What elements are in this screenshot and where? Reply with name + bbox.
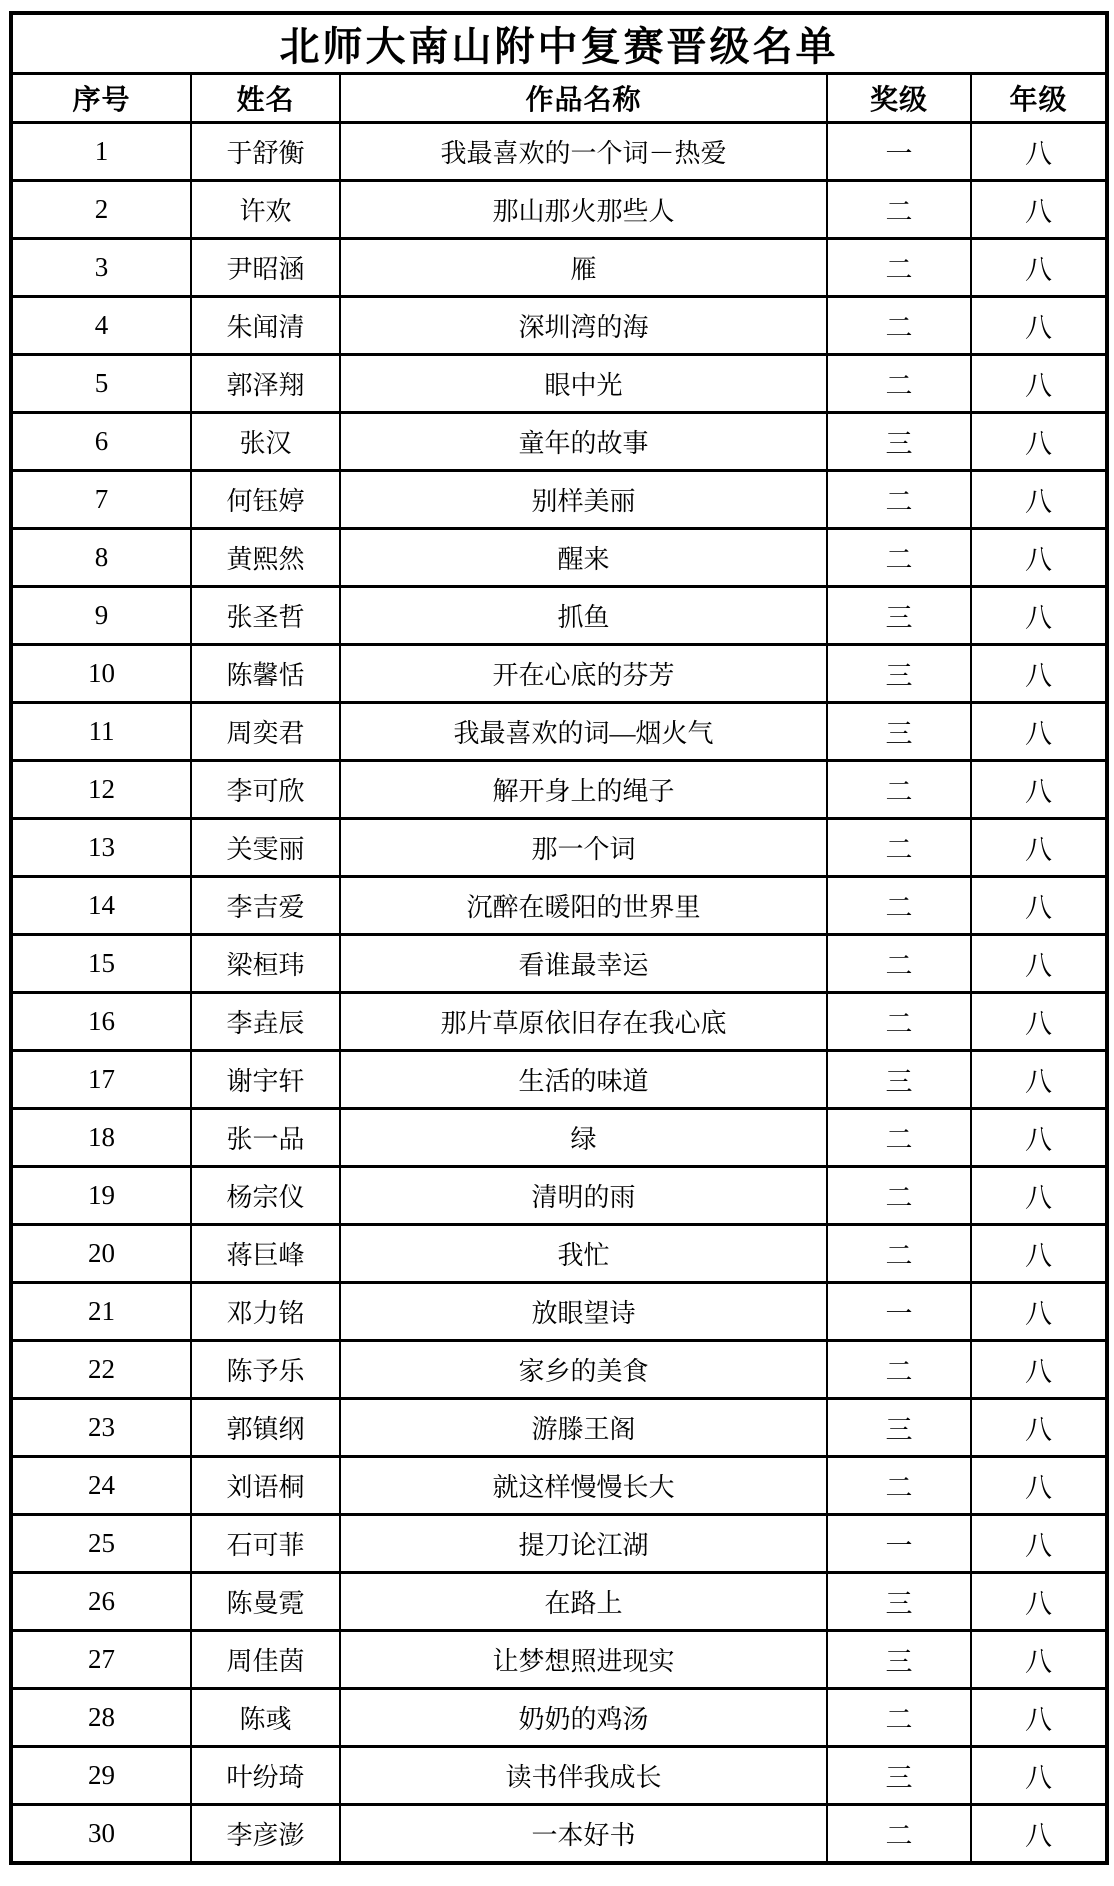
cell-grade: 八 <box>971 1747 1107 1805</box>
cell-name: 朱闻清 <box>191 297 340 355</box>
cell-award: 三 <box>827 1747 971 1805</box>
cell-name: 何钰婷 <box>191 471 340 529</box>
cell-no: 22 <box>11 1341 191 1399</box>
table-row <box>11 1167 1107 1225</box>
table-title: 北师大南山附中复赛晋级名单 <box>11 13 1107 74</box>
cell-name: 梁桓玮 <box>191 935 340 993</box>
table-row <box>11 181 1107 239</box>
cell-no: 30 <box>11 1805 191 1864</box>
cell-grade: 八 <box>971 1341 1107 1399</box>
cell-award: 二 <box>827 1225 971 1283</box>
cell-work: 让梦想照进现实 <box>340 1631 827 1689</box>
cell-name: 李吉爱 <box>191 877 340 935</box>
cell-no: 16 <box>11 993 191 1051</box>
cell-grade: 八 <box>971 1283 1107 1341</box>
cell-grade: 八 <box>971 1457 1107 1515</box>
cell-name: 尹昭涵 <box>191 239 340 297</box>
cell-work: 读书伴我成长 <box>340 1747 827 1805</box>
cell-work: 抓鱼 <box>340 587 827 645</box>
column-header-work-title: 作品名称 <box>340 74 827 123</box>
cell-no: 20 <box>11 1225 191 1283</box>
cell-award: 一 <box>827 123 971 181</box>
cell-name: 陈曼霓 <box>191 1573 340 1631</box>
cell-no: 10 <box>11 645 191 703</box>
column-header-serial: 序号 <box>11 74 191 123</box>
cell-name: 周奕君 <box>191 703 340 761</box>
cell-work: 提刀论江湖 <box>340 1515 827 1573</box>
cell-work: 开在心底的芬芳 <box>340 645 827 703</box>
cell-award: 二 <box>827 1341 971 1399</box>
cell-name: 张圣哲 <box>191 587 340 645</box>
cell-award: 一 <box>827 1515 971 1573</box>
cell-no: 18 <box>11 1109 191 1167</box>
cell-grade: 八 <box>971 1573 1107 1631</box>
cell-work: 别样美丽 <box>340 471 827 529</box>
table-row <box>11 1283 1107 1341</box>
cell-award: 二 <box>827 935 971 993</box>
cell-name: 黄熙然 <box>191 529 340 587</box>
cell-work: 家乡的美食 <box>340 1341 827 1399</box>
table-row <box>11 413 1107 471</box>
table-row <box>11 1689 1107 1747</box>
cell-no: 6 <box>11 413 191 471</box>
table-row <box>11 1109 1107 1167</box>
cell-no: 13 <box>11 819 191 877</box>
column-header-award-level: 奖级 <box>827 74 971 123</box>
cell-award: 二 <box>827 181 971 239</box>
cell-grade: 八 <box>971 239 1107 297</box>
table-row <box>11 297 1107 355</box>
cell-name: 关雯丽 <box>191 819 340 877</box>
cell-award: 三 <box>827 645 971 703</box>
cell-grade: 八 <box>971 297 1107 355</box>
cell-work: 眼中光 <box>340 355 827 413</box>
table-header-row <box>11 74 1107 123</box>
table-row <box>11 761 1107 819</box>
cell-no: 8 <box>11 529 191 587</box>
cell-award: 二 <box>827 239 971 297</box>
cell-name: 于舒衡 <box>191 123 340 181</box>
cell-name: 周佳茵 <box>191 1631 340 1689</box>
cell-award: 二 <box>827 1689 971 1747</box>
cell-work: 那一个词 <box>340 819 827 877</box>
cell-grade: 八 <box>971 703 1107 761</box>
cell-grade: 八 <box>971 1225 1107 1283</box>
cell-name: 谢宇轩 <box>191 1051 340 1109</box>
cell-grade: 八 <box>971 1805 1107 1864</box>
cell-work: 那山那火那些人 <box>340 181 827 239</box>
cell-work: 生活的味道 <box>340 1051 827 1109</box>
cell-award: 二 <box>827 1167 971 1225</box>
table-body <box>11 123 1107 1864</box>
table-row <box>11 239 1107 297</box>
cell-name: 刘语桐 <box>191 1457 340 1515</box>
cell-name: 陈予乐 <box>191 1341 340 1399</box>
column-header-name: 姓名 <box>191 74 340 123</box>
cell-work: 解开身上的绳子 <box>340 761 827 819</box>
column-header-grade: 年级 <box>971 74 1107 123</box>
cell-grade: 八 <box>971 181 1107 239</box>
table-row <box>11 1341 1107 1399</box>
table-row <box>11 1399 1107 1457</box>
cell-no: 25 <box>11 1515 191 1573</box>
cell-award: 二 <box>827 1109 971 1167</box>
cell-work: 放眼望诗 <box>340 1283 827 1341</box>
cell-award: 三 <box>827 703 971 761</box>
table-row <box>11 587 1107 645</box>
cell-grade: 八 <box>971 819 1107 877</box>
cell-no: 28 <box>11 1689 191 1747</box>
cell-work: 就这样慢慢长大 <box>340 1457 827 1515</box>
cell-name: 叶纷琦 <box>191 1747 340 1805</box>
cell-grade: 八 <box>971 123 1107 181</box>
cell-no: 21 <box>11 1283 191 1341</box>
cell-no: 1 <box>11 123 191 181</box>
cell-no: 26 <box>11 1573 191 1631</box>
cell-award: 二 <box>827 761 971 819</box>
cell-name: 郭镇纲 <box>191 1399 340 1457</box>
cell-work: 在路上 <box>340 1573 827 1631</box>
table-row <box>11 355 1107 413</box>
cell-no: 3 <box>11 239 191 297</box>
table-row <box>11 1225 1107 1283</box>
cell-work: 游滕王阁 <box>340 1399 827 1457</box>
table-row <box>11 1573 1107 1631</box>
cell-award: 三 <box>827 587 971 645</box>
table-row <box>11 935 1107 993</box>
table-row <box>11 703 1107 761</box>
cell-no: 29 <box>11 1747 191 1805</box>
cell-name: 石可菲 <box>191 1515 340 1573</box>
table-row <box>11 1051 1107 1109</box>
cell-no: 7 <box>11 471 191 529</box>
cell-grade: 八 <box>971 877 1107 935</box>
cell-name: 陈彧 <box>191 1689 340 1747</box>
cell-award: 二 <box>827 819 971 877</box>
cell-no: 17 <box>11 1051 191 1109</box>
cell-grade: 八 <box>971 471 1107 529</box>
cell-grade: 八 <box>971 1109 1107 1167</box>
table-row <box>11 877 1107 935</box>
cell-grade: 八 <box>971 529 1107 587</box>
cell-grade: 八 <box>971 1399 1107 1457</box>
cell-name: 陈馨恬 <box>191 645 340 703</box>
cell-name: 张汉 <box>191 413 340 471</box>
cell-work: 一本好书 <box>340 1805 827 1864</box>
cell-award: 二 <box>827 1457 971 1515</box>
cell-grade: 八 <box>971 761 1107 819</box>
cell-name: 郭泽翔 <box>191 355 340 413</box>
cell-no: 14 <box>11 877 191 935</box>
cell-name: 蒋巨峰 <box>191 1225 340 1283</box>
cell-no: 5 <box>11 355 191 413</box>
cell-work: 清明的雨 <box>340 1167 827 1225</box>
cell-no: 9 <box>11 587 191 645</box>
cell-no: 11 <box>11 703 191 761</box>
cell-work: 那片草原依旧存在我心底 <box>340 993 827 1051</box>
cell-award: 三 <box>827 1399 971 1457</box>
cell-grade: 八 <box>971 1051 1107 1109</box>
cell-name: 张一品 <box>191 1109 340 1167</box>
cell-grade: 八 <box>971 1689 1107 1747</box>
cell-award: 三 <box>827 1051 971 1109</box>
cell-name: 杨宗仪 <box>191 1167 340 1225</box>
table-row <box>11 1515 1107 1573</box>
cell-award: 二 <box>827 471 971 529</box>
cell-work: 童年的故事 <box>340 413 827 471</box>
cell-name: 李垚辰 <box>191 993 340 1051</box>
table-row <box>11 1747 1107 1805</box>
cell-grade: 八 <box>971 1515 1107 1573</box>
cell-award: 二 <box>827 877 971 935</box>
cell-no: 12 <box>11 761 191 819</box>
cell-award: 二 <box>827 1805 971 1864</box>
cell-award: 二 <box>827 297 971 355</box>
title-row <box>11 13 1107 74</box>
table-row <box>11 1457 1107 1515</box>
promotion-roster-table <box>9 11 1109 1865</box>
cell-work: 我最喜欢的一个词－热爱 <box>340 123 827 181</box>
cell-work: 醒来 <box>340 529 827 587</box>
table-row <box>11 123 1107 181</box>
cell-grade: 八 <box>971 587 1107 645</box>
cell-no: 4 <box>11 297 191 355</box>
cell-work: 绿 <box>340 1109 827 1167</box>
cell-work: 我最喜欢的词—烟火气 <box>340 703 827 761</box>
cell-no: 27 <box>11 1631 191 1689</box>
cell-name: 李彦澎 <box>191 1805 340 1864</box>
cell-name: 许欢 <box>191 181 340 239</box>
cell-work: 看谁最幸运 <box>340 935 827 993</box>
cell-grade: 八 <box>971 645 1107 703</box>
cell-award: 三 <box>827 1573 971 1631</box>
cell-no: 24 <box>11 1457 191 1515</box>
table-row <box>11 1805 1107 1864</box>
cell-award: 三 <box>827 413 971 471</box>
table-row <box>11 1631 1107 1689</box>
cell-grade: 八 <box>971 993 1107 1051</box>
cell-name: 邓力铭 <box>191 1283 340 1341</box>
table-row <box>11 993 1107 1051</box>
cell-no: 15 <box>11 935 191 993</box>
cell-work: 雁 <box>340 239 827 297</box>
cell-grade: 八 <box>971 1631 1107 1689</box>
cell-award: 一 <box>827 1283 971 1341</box>
cell-work: 奶奶的鸡汤 <box>340 1689 827 1747</box>
cell-name: 李可欣 <box>191 761 340 819</box>
cell-grade: 八 <box>971 355 1107 413</box>
cell-award: 三 <box>827 1631 971 1689</box>
cell-grade: 八 <box>971 935 1107 993</box>
cell-no: 23 <box>11 1399 191 1457</box>
cell-no: 19 <box>11 1167 191 1225</box>
cell-work: 深圳湾的海 <box>340 297 827 355</box>
cell-work: 我忙 <box>340 1225 827 1283</box>
cell-work: 沉醉在暖阳的世界里 <box>340 877 827 935</box>
cell-grade: 八 <box>971 413 1107 471</box>
cell-award: 二 <box>827 993 971 1051</box>
table-row <box>11 645 1107 703</box>
table-row <box>11 529 1107 587</box>
cell-award: 二 <box>827 355 971 413</box>
cell-award: 二 <box>827 529 971 587</box>
cell-no: 2 <box>11 181 191 239</box>
table-row <box>11 819 1107 877</box>
table-row <box>11 471 1107 529</box>
cell-grade: 八 <box>971 1167 1107 1225</box>
